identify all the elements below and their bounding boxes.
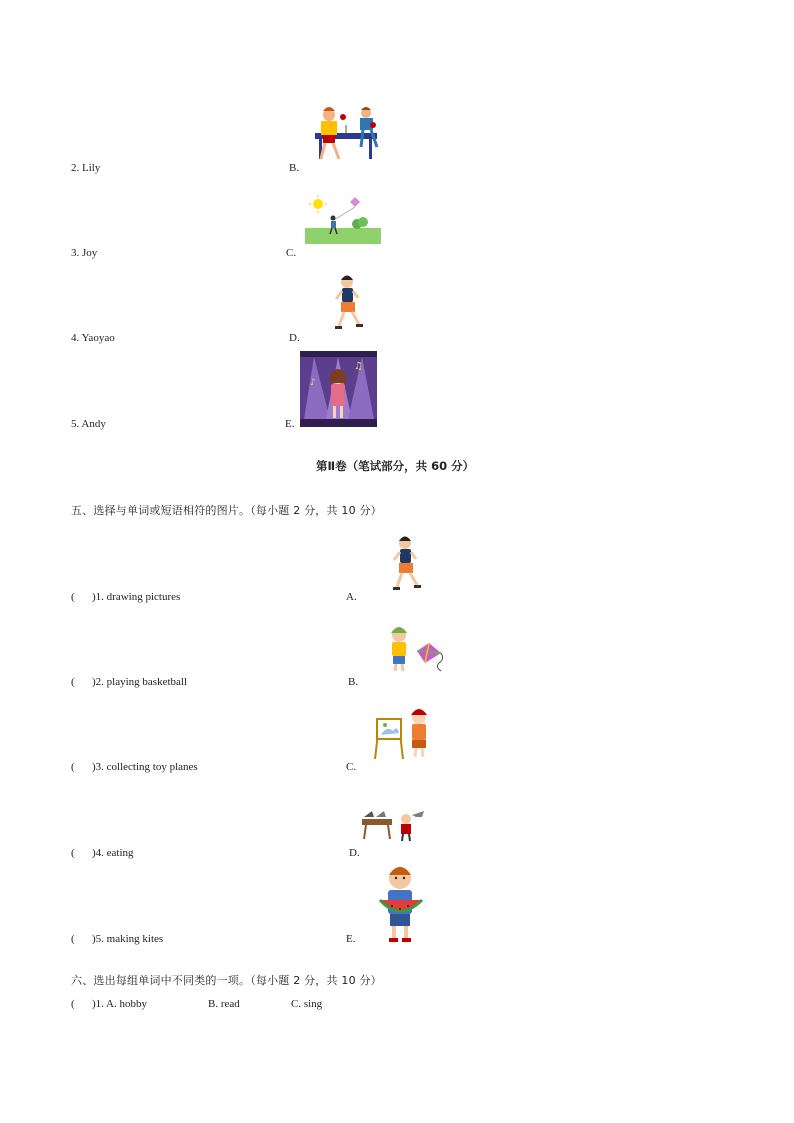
q6-item-1-blank: (: [71, 998, 75, 1010]
q5-item-3-blank: (: [71, 761, 75, 773]
q5-item-3-text: )3. collecting toy planes: [92, 761, 198, 773]
boy-eating-watermelon-picture-e: [378, 864, 424, 944]
item-letter-b: B.: [289, 162, 300, 174]
q6-item-1-option-a: )1. A. hobby: [92, 998, 147, 1010]
q5-item-1-text: )1. drawing pictures: [92, 591, 181, 603]
boy-running-picture-a: [391, 535, 421, 595]
svg-text:♫: ♫: [354, 361, 363, 372]
boy-running-picture: [333, 274, 363, 334]
svg-text:♪: ♪: [310, 378, 316, 388]
q6-item-1-option-b: B. read: [208, 998, 240, 1010]
item-name-4: 4. Yaoyao: [71, 332, 115, 344]
q5-item-4-blank: (: [71, 847, 75, 859]
q5-item-5-text: )5. making kites: [92, 933, 164, 945]
q5-item-2-text: )2. playing basketball: [92, 676, 188, 688]
ping-pong-picture: [311, 103, 385, 163]
girl-singing-stage-picture: [300, 351, 377, 427]
kite-flying-picture: [305, 194, 381, 244]
section-title: 第Ⅱ卷（笔试部分，共 60 分）: [316, 459, 475, 473]
item-letter-d: D.: [289, 332, 300, 344]
toy-planes-picture-d: [360, 805, 426, 845]
item-letter-e: E.: [285, 418, 295, 430]
q5-header: 五、选择与单词或短语相符的图片。（每小题 2 分，共 10 分）: [71, 504, 382, 517]
q6-header: 六、选出每组单词中不同类的一项。（每小题 2 分，共 10 分）: [71, 974, 382, 987]
q6-item-1-option-c: C. sing: [291, 998, 323, 1010]
q5-item-1-blank: (: [71, 591, 75, 603]
q5-item-2-letter: B.: [348, 676, 359, 688]
item-name-3: 3. Joy: [71, 247, 98, 259]
item-letter-c: C.: [286, 247, 297, 259]
q5-item-5-letter: E.: [346, 933, 356, 945]
q5-item-4-text: )4. eating: [92, 847, 134, 859]
q5-item-1-letter: A.: [346, 591, 357, 603]
q5-item-4-letter: D.: [349, 847, 360, 859]
item-name-2: 2. Lily: [71, 162, 101, 174]
item-name-5: 5. Andy: [71, 418, 106, 430]
girl-drawing-picture-c: [373, 707, 433, 761]
q5-item-2-blank: (: [71, 676, 75, 688]
kite-boy-picture-b: [385, 623, 443, 675]
q5-item-3-letter: C.: [346, 761, 357, 773]
q5-item-5-blank: (: [71, 933, 75, 945]
